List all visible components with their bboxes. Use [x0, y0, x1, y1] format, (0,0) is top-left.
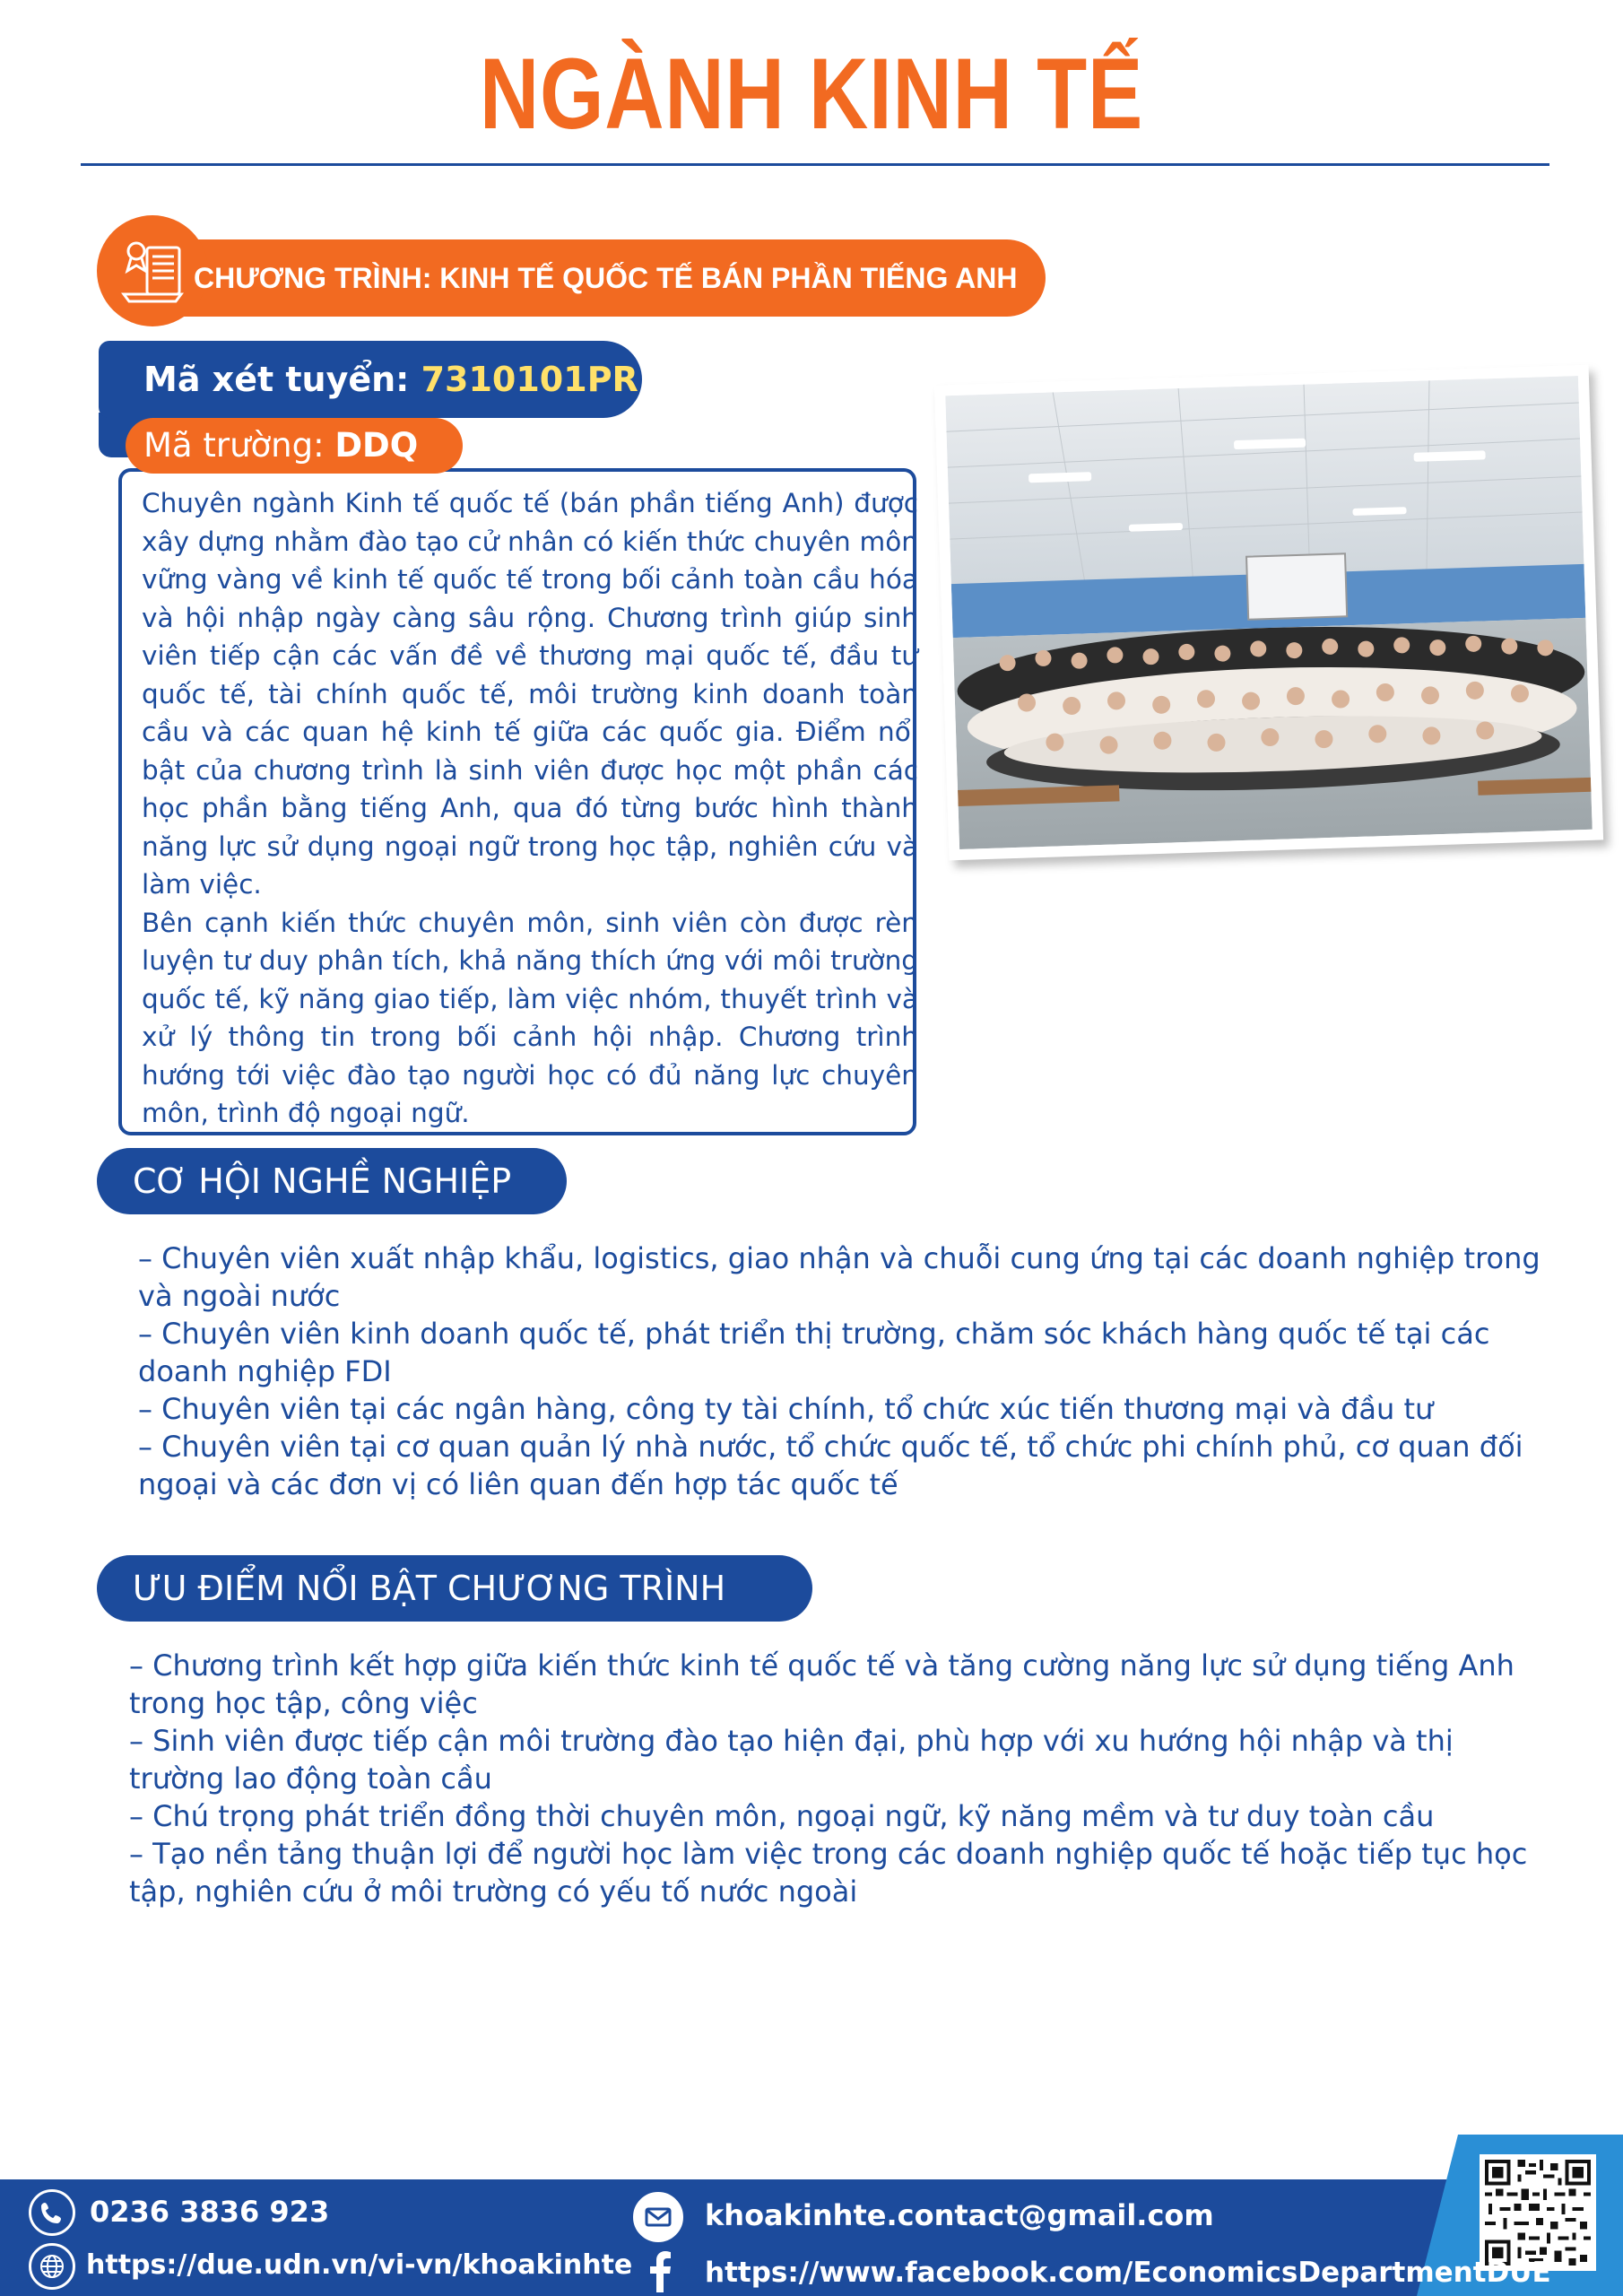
program-label: CHƯƠNG TRÌNH: KINH TẾ QUỐC TẾ BÁN PHẦN TIẾNG ANH	[194, 262, 1018, 294]
school-code-value: DDQ	[334, 426, 419, 465]
page-title: NGÀNH KINH TẾ	[479, 38, 1144, 150]
certificate-icon	[117, 235, 188, 307]
list-item: – Tạo nền tảng thuận lợi để người học làm việc trong các doanh nghiệp quốc tế hoặc tiếp tục học tập, nghiên cứu ở môi trường có yếu tố nước ngoài	[129, 1837, 1528, 1909]
school-code	[143, 423, 418, 468]
list-item: – Chuyên viên tại cơ quan quản lý nhà nước, tổ chức quốc tế, tổ chức phi chính phủ, cơ quan đối ngoại và các đơn vị có liên quan đến hợp tác quốc tế	[138, 1430, 1523, 1501]
list-item: – Chuyên viên tại các ngân hàng, công ty tài chính, tổ chức xúc tiến thương mại và đầu tư	[138, 1392, 1434, 1426]
class-photo	[934, 365, 1603, 861]
careers-list	[138, 1239, 1551, 1503]
footer-facebook[interactable]: https://www.facebook.com/EconomicsDepartmentDUE	[705, 2257, 1551, 2289]
advantages-list	[129, 1647, 1551, 1910]
footer-website[interactable]: https://due.udn.vn/vi-vn/khoakinhte	[86, 2249, 633, 2281]
careers-heading: CƠ HỘI NGHỀ NGHIỆP	[97, 1148, 567, 1214]
school-code-label: Mã trường:	[143, 426, 335, 465]
class-photo-image	[945, 376, 1593, 849]
list-item: – Chuyên viên xuất nhập khẩu, logistics, giao nhận và chuỗi cung ứng tại các doanh nghiệp trong và ngoài nước	[138, 1241, 1541, 1313]
title-divider	[81, 163, 1549, 166]
program-description	[142, 484, 918, 1133]
admission-code	[143, 356, 638, 403]
footer-phone[interactable]: 0236 3836 923	[90, 2195, 330, 2229]
advantages-heading: ƯU ĐIỂM NỔI BẬT CHƯƠNG TRÌNH	[97, 1555, 812, 1622]
list-item: – Chuyên viên kinh doanh quốc tế, phát triển thị trường, chăm sóc khách hàng quốc tế tại các doanh nghiệp FDI	[138, 1317, 1490, 1388]
footer-email[interactable]: khoakinhte.contact@gmail.com	[705, 2198, 1214, 2232]
admission-code-label: Mã xét tuyển:	[143, 360, 421, 399]
phone-icon	[29, 2189, 75, 2236]
list-item: – Chương trình kết hợp giữa kiến thức kinh tế quốc tế và tăng cường năng lực sử dụng tiếng Anh trong học tập, công việc	[129, 1648, 1515, 1720]
list-item: – Sinh viên được tiếp cận môi trường đào tạo hiện đại, phù hợp với xu hướng hội nhập và thị trường lao động toàn cầu	[129, 1724, 1454, 1796]
description-paragraph: Chuyên ngành Kinh tế quốc tế (bán phần tiếng Anh) được xây dựng nhằm đào tạo cử nhân có kiến thức chuyên môn vững vàng về kinh tế quốc tế trong bối cảnh toàn cầu hóa và hội nhập ngày càng sâu rộng. Chương trình giúp sinh viên tiếp cận các vấn đề về thương mại quốc tế, đầu tư quốc tế, tài chính quốc tế, môi trường kinh doanh toàn cầu và các quan hệ kinh tế giữa các quốc gia. Điểm nổi bật của chương trình là sinh viên được học một phần các học phần bằng tiếng Anh, qua đó từng bước hình thành năng lực sử dụng ngoại ngữ trong học tập, nghiên cứu và làm việc.	[142, 488, 918, 900]
globe-icon	[29, 2243, 75, 2290]
description-paragraph: Bên cạnh kiến thức chuyên môn, sinh viên còn được rèn luyện tư duy phân tích, khả năng thích ứng với môi trường quốc tế, kỹ năng giao tiếp, làm việc nhóm, thuyết trình và xử lý thông tin trong bối cảnh hội nhập. Chương trình hướng tới việc đào tạo người học có đủ năng lực chuyên môn, trình độ ngoại ngữ.	[142, 907, 918, 1128]
program-icon-badge	[97, 215, 208, 326]
qr-code-graphic	[1485, 2160, 1591, 2266]
mail-icon	[633, 2192, 683, 2242]
admission-code-value: 7310101PR	[421, 360, 638, 399]
list-item: – Chú trọng phát triển đồng thời chuyên môn, ngoại ngữ, kỹ năng mềm và tư duy toàn cầu	[129, 1799, 1435, 1833]
facebook-icon	[646, 2249, 673, 2292]
